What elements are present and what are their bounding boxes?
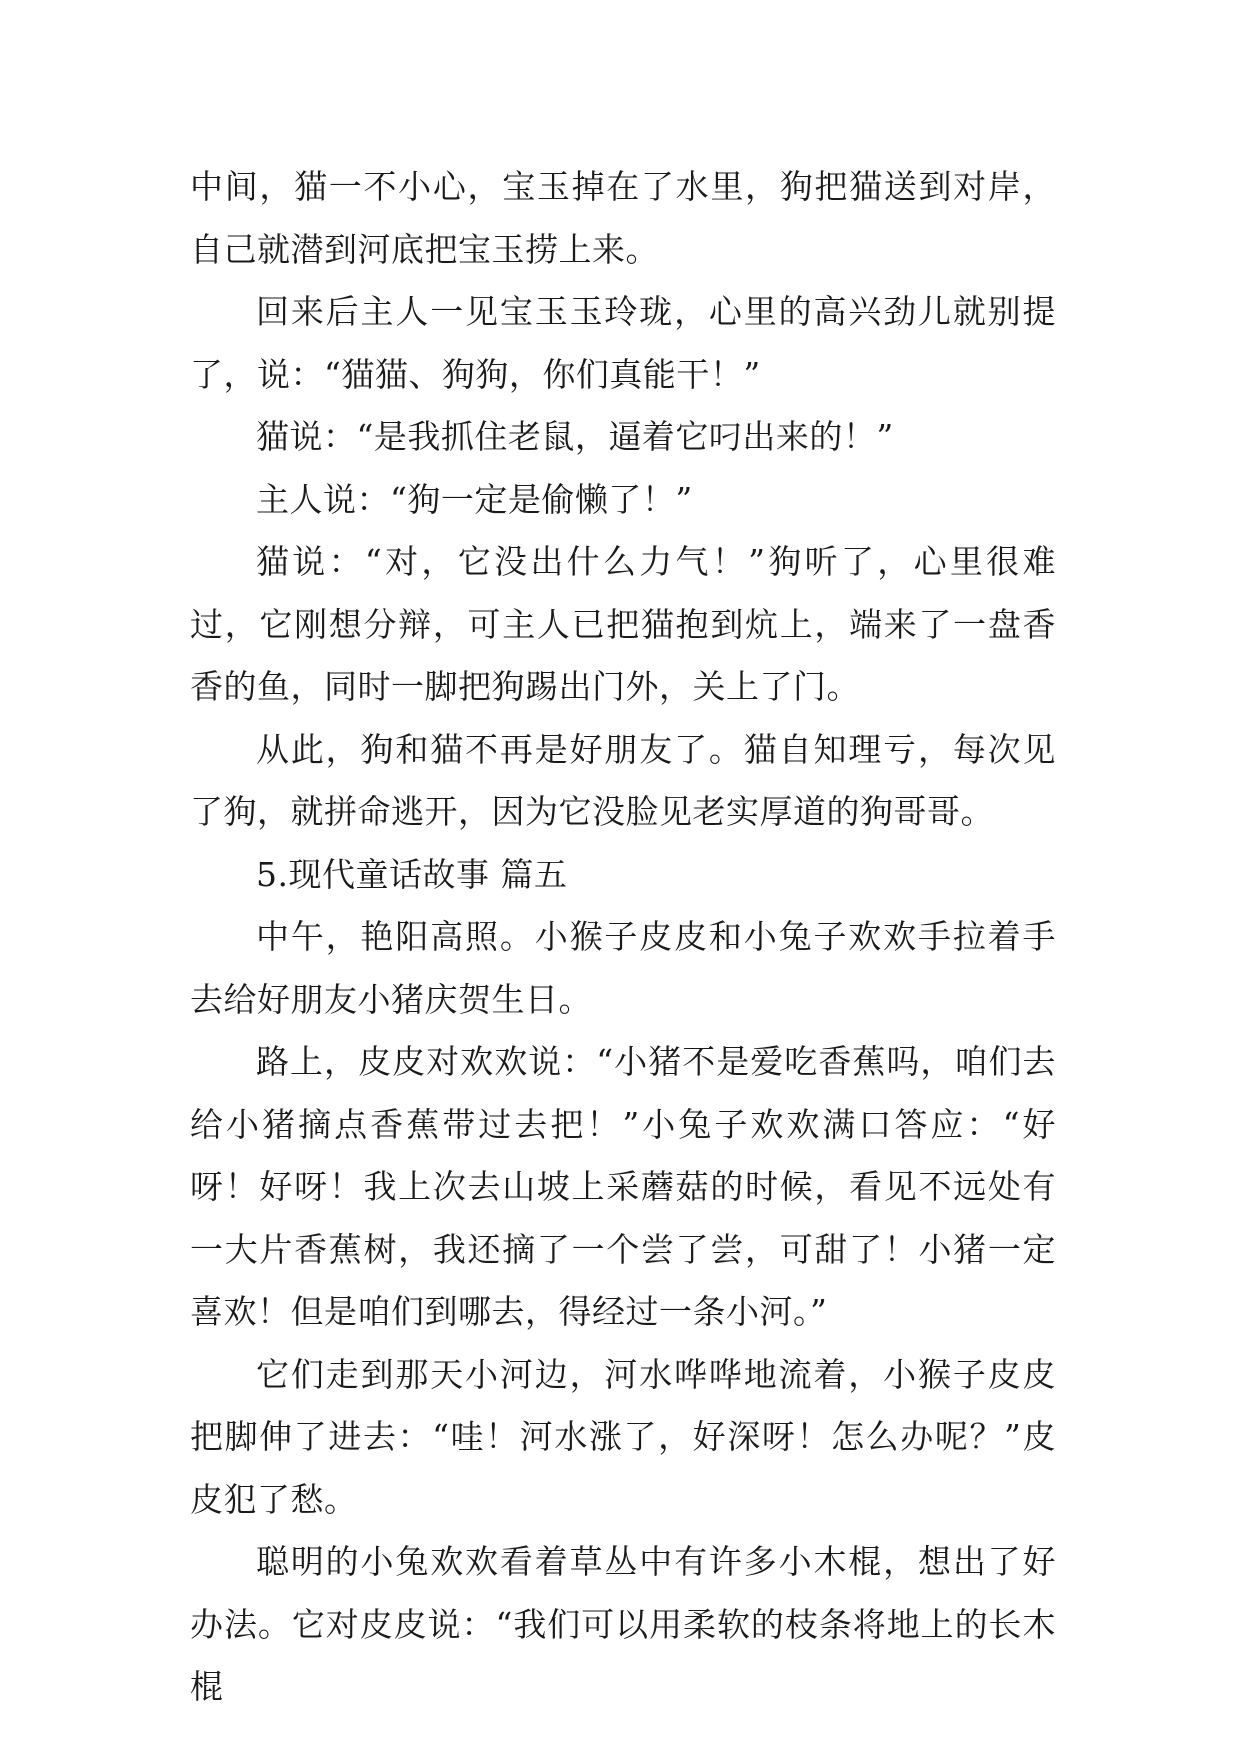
paragraph: 猫说：“对，它没出什么力气！”狗听了，心里很难过，它刚想分辩，可主人已把猫抱到炕上，端来了一盘香香的鱼，同时一脚把狗踢出门外，关上了门。 (190, 542, 1056, 706)
paragraph: 回来后主人一见宝玉玉玲珑，心里的高兴劲儿就别提了，说：“猫猫、狗狗，你们真能干！” (190, 292, 1056, 394)
paragraph: 主人说：“狗一定是偷懒了！” (256, 479, 693, 519)
paragraph: 从此，狗和猫不再是好朋友了。猫自知理亏，每次见了狗，就拼命逃开，因为它没脸见老实厚道的狗哥哥。 (190, 729, 1056, 831)
section-heading: 5.现代童话故事 篇五 (256, 854, 568, 894)
paragraph: 中午，艳阳高照。小猴子皮皮和小兔子欢欢手拉着手去给好朋友小猪庆贺生日。 (190, 917, 1056, 1019)
paragraph: 中间，猫一不小心，宝玉掉在了水里，狗把猫送到对岸，自己就潜到河底把宝玉捞上来。 (190, 167, 1056, 269)
document-body (190, 156, 1056, 1719)
paragraph: 路上，皮皮对欢欢说：“小猪不是爱吃香蕉吗，咱们去给小猪摘点香蕉带过去把！”小兔子欢欢满口答应：“好呀！好呀！我上次去山坡上采蘑菇的时候，看见不远处有一大片香蕉树，我还摘了一个尝了尝，可甜了！小猪一定喜欢！但是咱们到哪去，得经过一条小河。” (190, 1042, 1056, 1331)
paragraph: 它们走到那天小河边，河水哗哗地流着，小猴子皮皮把脚伸了进去：“哇！河水涨了，好深呀！怎么办呢？”皮皮犯了愁。 (190, 1354, 1056, 1519)
paragraph: 聪明的小兔欢欢看着草丛中有许多小木棍，想出了好办法。它对皮皮说：“我们可以用柔软的枝条将地上的长木棍 (190, 1542, 1056, 1706)
paragraph: 猫说：“是我抓住老鼠，逼着它叼出来的！” (256, 417, 894, 456)
